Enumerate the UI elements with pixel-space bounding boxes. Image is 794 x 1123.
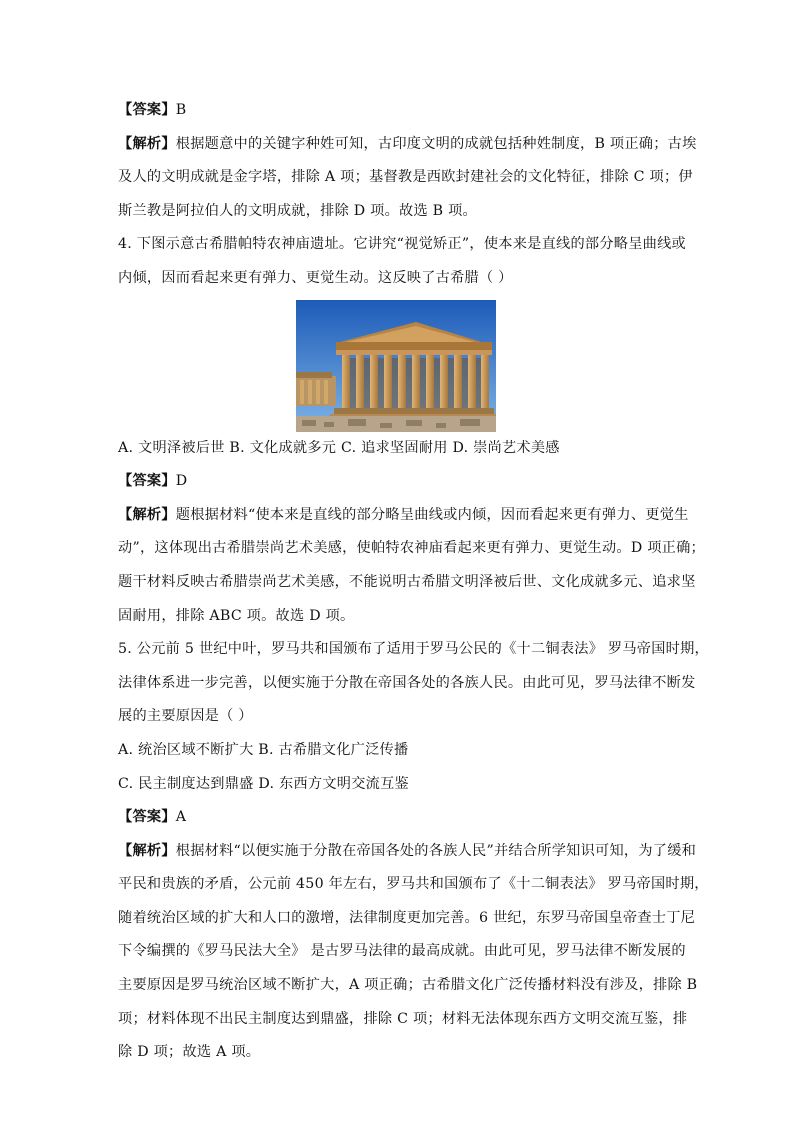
q5-analysis-line-7: 除 D 项；故选 A 项。 [118,1044,261,1061]
q5-stem-line-2: 法律体系进一步完善，以便实施于分散在帝国各处的各族人民。由此可见，罗马法律不断发 [118,674,696,691]
q5-options-line-2: C. 民主制度达到鼎盛 D. 东西方文明交流互鉴 [118,775,409,792]
parthenon-photo [296,300,496,432]
q5-analysis-line-4: 下令编撰的《罗马民法大全》 是古罗马法律的最高成就。由此可见，罗马法律不断发展的 [118,943,686,960]
q4-analysis-line-4: 固耐用，排除 ABC 项。故选 D 项。 [118,607,355,624]
answer-tag: 【答案】 [118,809,176,826]
q5-analysis-line-1: 【解析】根据材料“以便实施于分散在帝国各处的各族人民”并结合所学知识可知，为了缓和 [118,842,697,859]
q5-stem-line-1: 5. 公元前 5 世纪中叶，罗马共和国颁布了适用于罗马公民的《十二铜表法》 罗马帝国时期， [118,641,709,658]
answer-value: D [175,473,188,490]
q3-analysis-line-2: 及人的文明成就是金字塔，排除 A 项；基督教是西欧封建社会的文化特征，排除 C 项；伊 [118,169,693,186]
answer-value: A [175,809,187,826]
q4-answer [118,465,678,499]
q5-stem-line-3: 展的主要原因是（ ） [118,708,253,725]
analysis-tag: 【解析】 [118,135,176,152]
parthenon-illustration [296,300,496,432]
answer-value: B [175,102,187,118]
q4-analysis-line-3: 题干材料反映古希腊崇尚艺术美感，不能说明古希腊文明泽被后世、文化成就多元、追求坚 [118,573,696,590]
document-page [118,94,709,1070]
q4-analysis-line-1: 【解析】题根据材料“使本来是直线的部分略呈曲线或内倾，因而看起来更有弹力、更觉生 [118,506,689,523]
analysis-tag: 【解析】 [118,842,176,859]
answer-tag: 【答案】 [118,102,176,118]
q5-answer [118,801,678,835]
q3-analysis-line-1: 【解析】根据题意中的关键字种姓可知，古印度文明的成就包括种姓制度，B 项正确；古埃 [118,135,697,152]
q4-options: A. 文明泽被后世 B. 文化成就多元 C. 追求坚固耐用 D. 崇尚艺术美感 [118,439,560,456]
q4-analysis-line-2: 动”，这体现出古希腊崇尚艺术美感，使帕特农神庙看起来更有弹力、更觉生动。D 项正确； [118,540,705,557]
q4-stem-line-1: 4. 下图示意古希腊帕特农神庙遗址。它讲究“视觉矫正”，使本来是直线的部分略呈曲线或 [118,236,686,253]
q4-stem-line-2: 内倾，因而看起来更有弹力、更觉生动。这反映了古希腊（ ） [118,269,513,286]
q5-analysis-line-6: 项；材料体现不出民主制度达到鼎盛，排除 C 项；材料无法体现东西方文明交流互鉴，排 [118,1010,688,1027]
q5-options-line-1: A. 统治区域不断扩大 B. 古希腊文化广泛传播 [118,741,409,758]
q3-answer [118,94,678,128]
answer-tag: 【答案】 [118,473,176,490]
q5-analysis-line-3: 随着统治区域的扩大和人口的激增，法律制度更加完善。6 世纪，东罗马帝国皇帝查士丁尼 [118,909,696,926]
analysis-tag: 【解析】 [118,506,176,523]
q3-analysis-line-3: 斯兰教是阿拉伯人的文明成就，排除 D 项。故选 B 项。 [118,202,477,219]
q5-analysis-line-5: 主要原因是罗马统治区域不断扩大，A 项正确；古希腊文化广泛传播材料没有涉及，排除 B [118,977,698,994]
q5-analysis-line-2: 平民和贵族的矛盾，公元前 450 年左右，罗马共和国颁布了《十二铜表法》 罗马帝国时期， [118,876,709,893]
